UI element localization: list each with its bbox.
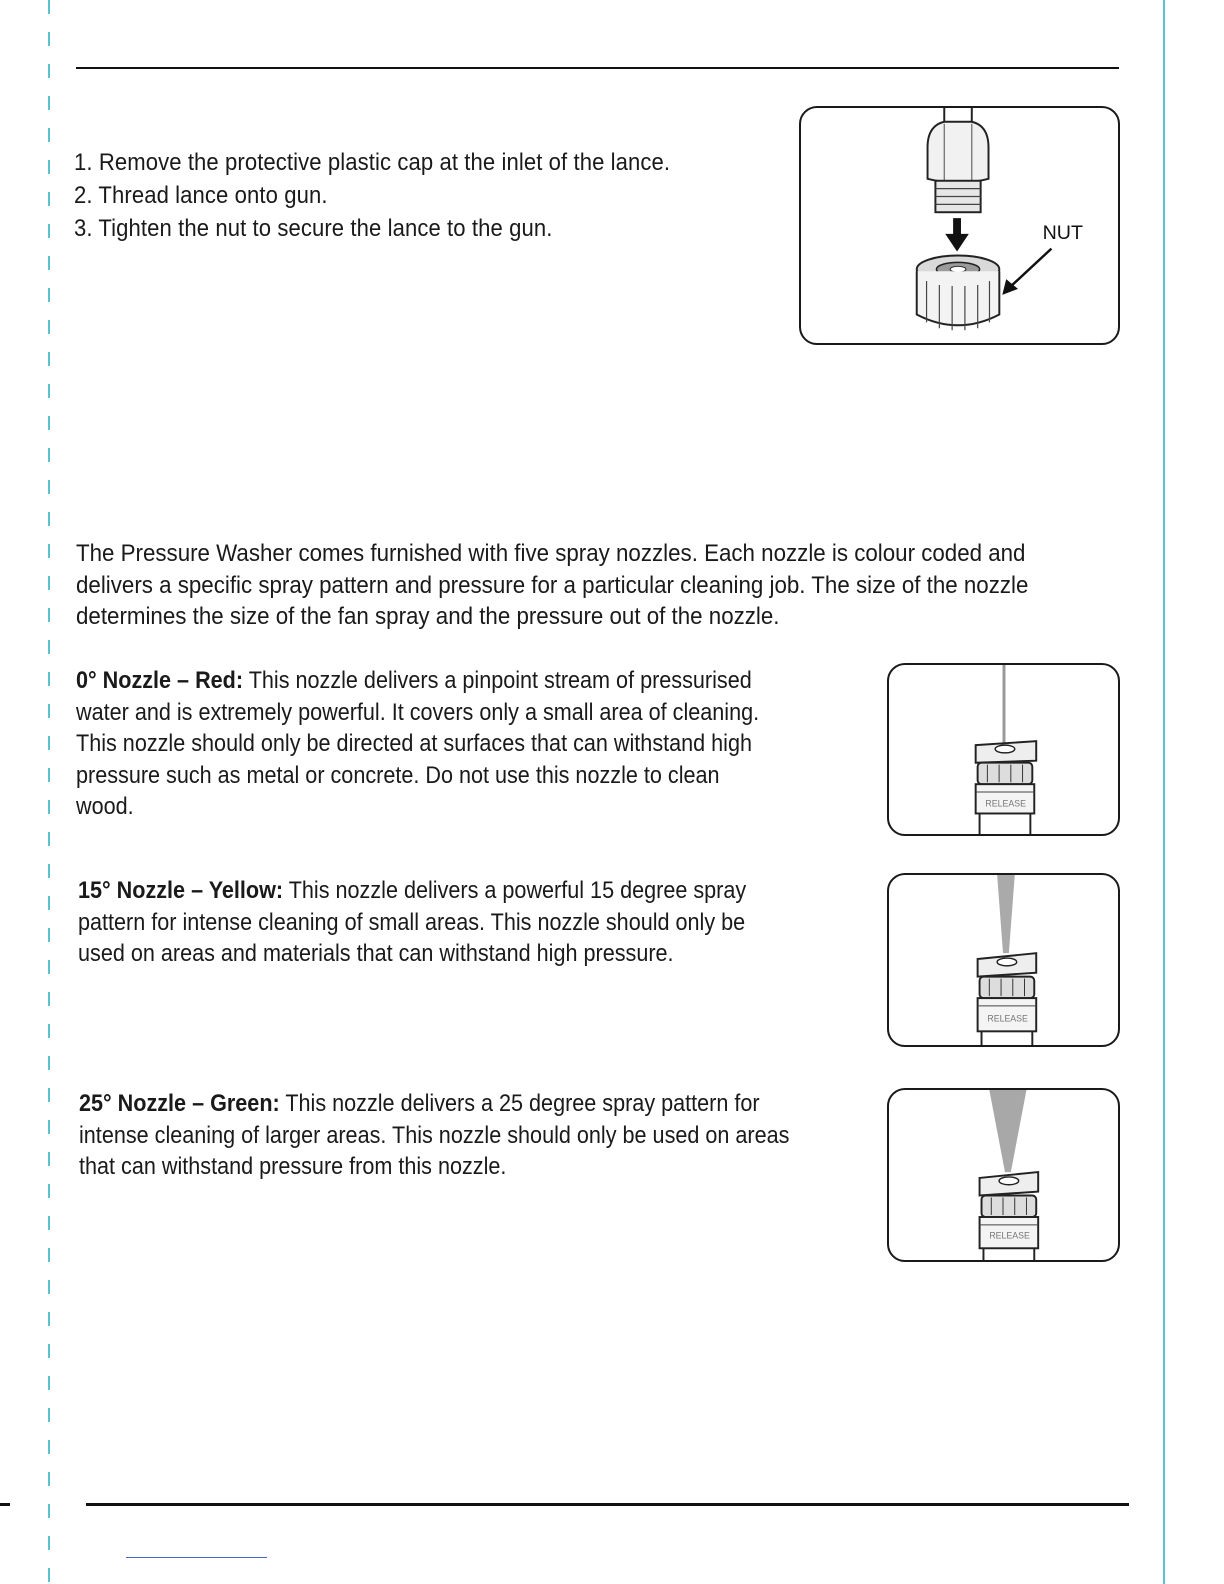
step-item: 2. Thread lance onto gun. <box>74 182 328 209</box>
bottom-rule <box>86 1503 1129 1506</box>
nozzle-red-title: 0° Nozzle – Red: <box>76 667 244 694</box>
nozzle-green-figure <box>887 1088 1120 1262</box>
nut-label: NUT <box>1042 221 1083 244</box>
top-rule <box>76 67 1119 69</box>
nozzle-green-title: 25° Nozzle – Green: <box>79 1090 280 1117</box>
nozzle-yellow-title: 15° Nozzle – Yellow: <box>78 877 284 904</box>
nozzle-yellow-description <box>78 875 789 970</box>
bottom-left-tick <box>0 1503 10 1506</box>
footer-link-underline <box>126 1557 267 1558</box>
left-dashed-margin <box>48 0 50 1584</box>
assembly-steps <box>74 146 754 245</box>
nozzle-yellow-figure <box>887 873 1120 1047</box>
nozzles-intro: The Pressure Washer comes furnished with five spray nozzles. Each nozzle is colour coded and delivers a specific spray pattern and pressure for a particular cleaning job. The size of the nozzle determines the size of the fan spray and the pressure out of the nozzle. <box>76 540 1029 630</box>
nozzle-red-description <box>76 665 769 823</box>
nozzle-green-text: This nozzle delivers a 25 degree spray pattern for intense cleaning of larger areas. This nozzle should only be used on areas that can withstand pressure from this nozzle. <box>79 1090 790 1180</box>
release-label: RELEASE <box>989 1230 1030 1241</box>
nozzle-green-description <box>79 1088 799 1183</box>
nozzle-red-text: This nozzle delivers a pinpoint stream of pressurised water and is extremely powerful. It covers only a small area of cleaning. This nozzle should only be directed at surfaces that can withstand high pressure such as metal or concrete. Do not use this nozzle to clean wood. <box>76 667 760 820</box>
nozzle-yellow-text: This nozzle delivers a powerful 15 degree spray pattern for intense cleaning of small areas. This nozzle should only be used on areas and materials that can withstand high pressure. <box>78 877 747 967</box>
step-item: 1. Remove the protective plastic cap at the inlet of the lance. <box>74 149 671 176</box>
step-item: 3. Tighten the nut to secure the lance to the gun. <box>74 215 553 242</box>
release-label: RELEASE <box>987 1013 1028 1024</box>
nozzle-red-figure <box>887 663 1120 836</box>
release-label: RELEASE <box>985 798 1026 809</box>
lance-nut-figure <box>799 106 1120 345</box>
right-margin-line <box>1163 0 1165 1584</box>
